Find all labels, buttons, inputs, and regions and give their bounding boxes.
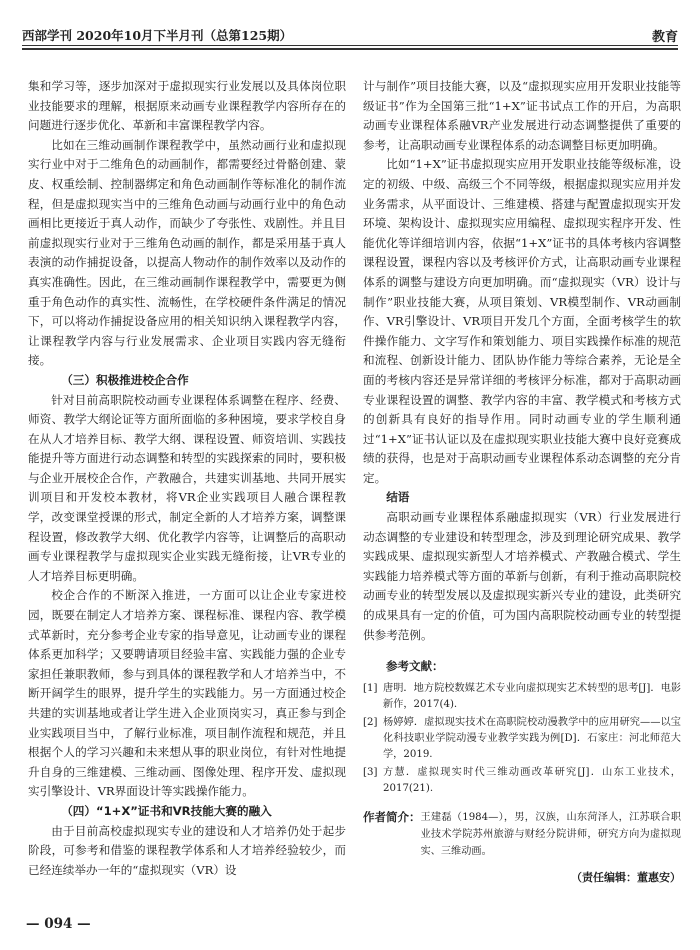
reference-item bbox=[363, 681, 681, 713]
paragraph: 比如在三维动画制作课程教学中，虽然动画行业和虚拟现实行业中对于二维角色的动画制作，都需要经过骨骼创建、蒙皮、权重绘制、控制器绑定和角色动画制作等标准化的制作流程，但是虚拟现实当中的三维角色动画与动画行业中的角色动画相比更接近于真人动作，而缺少了夸张性、戏剧性。并且目前虚拟现实行业对于三维角色动画的制作，都是采用基于真人表演的动作捕捉设备，以提高人物动作的制作效率以及动作的真实准确性。因此，在三维动画制作课程教学中，需要更为侧重于角色动作的真实性、流畅性，在学校硬件条件满足的情况下，可以将动作捕捉设备应用的相关知识纳入课程教学内容，让课程教学内容与行业发展需求、企业项目实践内容无缝衔接。 bbox=[28, 137, 346, 368]
reference-text: 方慧．虚拟现实时代三维动画改革研究[J]．山东工业技术，2017(21). bbox=[383, 766, 681, 794]
right-column bbox=[363, 77, 681, 887]
left-column bbox=[28, 77, 346, 880]
paragraph: 计与制作”项目技能大赛，以及“虚拟现实应用开发职业技能等级证书”作为全国第三批“1+X”证书试点工作的开启，为高职动画专业课程体系融VR产业发展进行动态调整提供了重要的参考，让高职动画专业课程体系的动态调整目标更加明确。 bbox=[363, 79, 681, 152]
reference-list bbox=[363, 681, 681, 797]
editor-credit: （责任编辑：董惠安） bbox=[571, 870, 681, 884]
reference-item bbox=[363, 715, 681, 763]
conclusion-heading: 结语 bbox=[386, 490, 410, 505]
author-label: 作者简介： bbox=[363, 809, 421, 824]
references bbox=[363, 657, 681, 797]
author-bio bbox=[363, 809, 681, 860]
reference-item bbox=[363, 765, 681, 797]
journal-issue: 西部学刊 2020年10月下半月刊（总第125期） bbox=[22, 28, 293, 43]
header-rule-thin bbox=[22, 45, 678, 46]
section-heading: （四）“1+X”证书和VR技能大赛的融入 bbox=[61, 803, 272, 818]
paragraph: 针对目前高职院校动画专业课程体系调整在程序、经费、师资、教学大纲论证等方面所面临的多种困境，要求学校自身在从人才培养目标、教学大纲、课程设置、师资培训、实践技能提升等方面进行动态调整和转型的实践探索的同时，要积极与企业开展校企合作，产教融合，共建实训基地、共同开展实训项目和开发校本教材，将VR企业实践项目人融合课程教学，改变课堂授课的形式，制定全新的人才培养方案，调整课程设置，修改教学大纲、优化教学内容等，让调整后的高职动画专业课程教学与虚拟现实企业实践无缝衔接，让VR专业的人才培养目标更明确。 bbox=[28, 392, 346, 583]
paragraph: 集和学习等，逐步加深对于虚拟现实行业发展以及具体岗位职业技能要求的理解，根据原来动画专业课程教学内容所存在的问题进行逐步优化、革新和丰富课程教学内容。 bbox=[28, 79, 346, 133]
reference-text: 杨婷婷．虚拟现实技术在高职院校动漫教学中的应用研究——以宝化科技职业学院动漫专业教学实践为例[D]．石家庄：河北师范大学，2019. bbox=[383, 716, 681, 760]
page-number: — 094 — bbox=[26, 916, 91, 932]
section-label: 教育 bbox=[651, 30, 678, 45]
paragraph: 校企合作的不断深入推进，一方面可以让企业专家进校园，既要在制定人才培养方案、课程标准、课程内容、教学模式革新时，充分参考企业专家的指导意见，让动画专业的课程体系更加科学；又要聘请项目经验丰富、实践能力强的企业专家担任兼职教师，参与到具体的课程教学和人才培养当中，不断开阔学生的眼界，提升学生的实践能力。另一方面通过校企共建的实训基地或者让学生进入企业顶岗实习，真正参与到企业实践项目当中，了解行业标准，项目制作流程和规范，并且根据个人的学习兴趣和未来想从事的职业岗位，有针对性地提升自身的三维建模、三维动画、图像处理、程序开发、虚拟现实引擎设计、VR界面设计等实践操作能力。 bbox=[28, 588, 346, 799]
reference-number: [3] bbox=[363, 766, 378, 778]
reference-number: [1] bbox=[363, 682, 378, 694]
header-rule-thick bbox=[22, 48, 678, 50]
page-header bbox=[22, 26, 678, 44]
paragraph: 高职动画专业课程体系融虚拟现实（VR）行业发展进行动态调整的专业建设和转型理念，涉及到理论研究成果、教学实践成果、虚拟现实新型人才培养模式、产教融合模式、学生实践能力培养模式等方面的革新与创新，有利于推动高职院校动画专业的转型发展以及虚拟现实新兴专业的建设，此类研究的成果具有一定的价值，可为国内高职院校动画专业的转型提供参考范例。 bbox=[363, 510, 681, 642]
references-title: 参考文献： bbox=[386, 659, 444, 674]
author-text: 王建磊（1984—），男，汉族，山东菏泽人，江苏联合职业技术学院苏州旅游与财经分院讲师，研究方向为虚拟现实、三维动画。 bbox=[420, 811, 681, 857]
paragraph: 由于目前高校虚拟现实专业的建设和人才培养仍处于起步阶段，可参考和借鉴的课程教学体系和人才培养经验较少，而已经连续举办一年的“虚拟现实（VR）设 bbox=[28, 823, 346, 877]
section-heading: （三）积极推进校企合作 bbox=[61, 372, 189, 387]
reference-text: 唐明．地方院校数媒艺术专业向虚拟现实艺术转型的思考[J]．电影新作，2017(4). bbox=[383, 682, 681, 710]
paragraph: 比如“1+X”证书虚拟现实应用开发职业技能等级标准，设定的初级、中级、高级三个不同等级，根据虚拟现实应用并发业务需求，从平面设计、三维建模、搭建与配置虚拟现实开发环境、架构设计、虚拟现实应用编程、虚拟现实程序开发、性能优化等详细培训内容，依据“1+X”证书的具体考核内容调整课程设置，课程内容以及考核评价方式，让高职动画专业课程体系的调整与建设方向更加明确。而“虚拟现实（VR）设计与制作”职业技能大赛，从项目策划、VR模型制作、VR动画制作、VR引擎设计、VR项目开发几个方面，全面考核学生的软件操作能力、文字写作和策划能力、项目实践操作标准的规范和流程、创新设计能力、团队协作能力等综合素养，无论是全面的考核内容还是异常详细的考核评分标准，都对于高职动画专业课程设置的调整、教学内容的丰富、教学模式和考核方式的创新具有良好的指导作用。同时动画专业的学生顺利通过“1+X”证书认证以及在虚拟现实职业技能大赛中良好竞赛成绩的获得，也是对于高职动画专业课程体系动态调整的充分肯定。 bbox=[363, 157, 681, 485]
reference-number: [2] bbox=[363, 716, 378, 728]
